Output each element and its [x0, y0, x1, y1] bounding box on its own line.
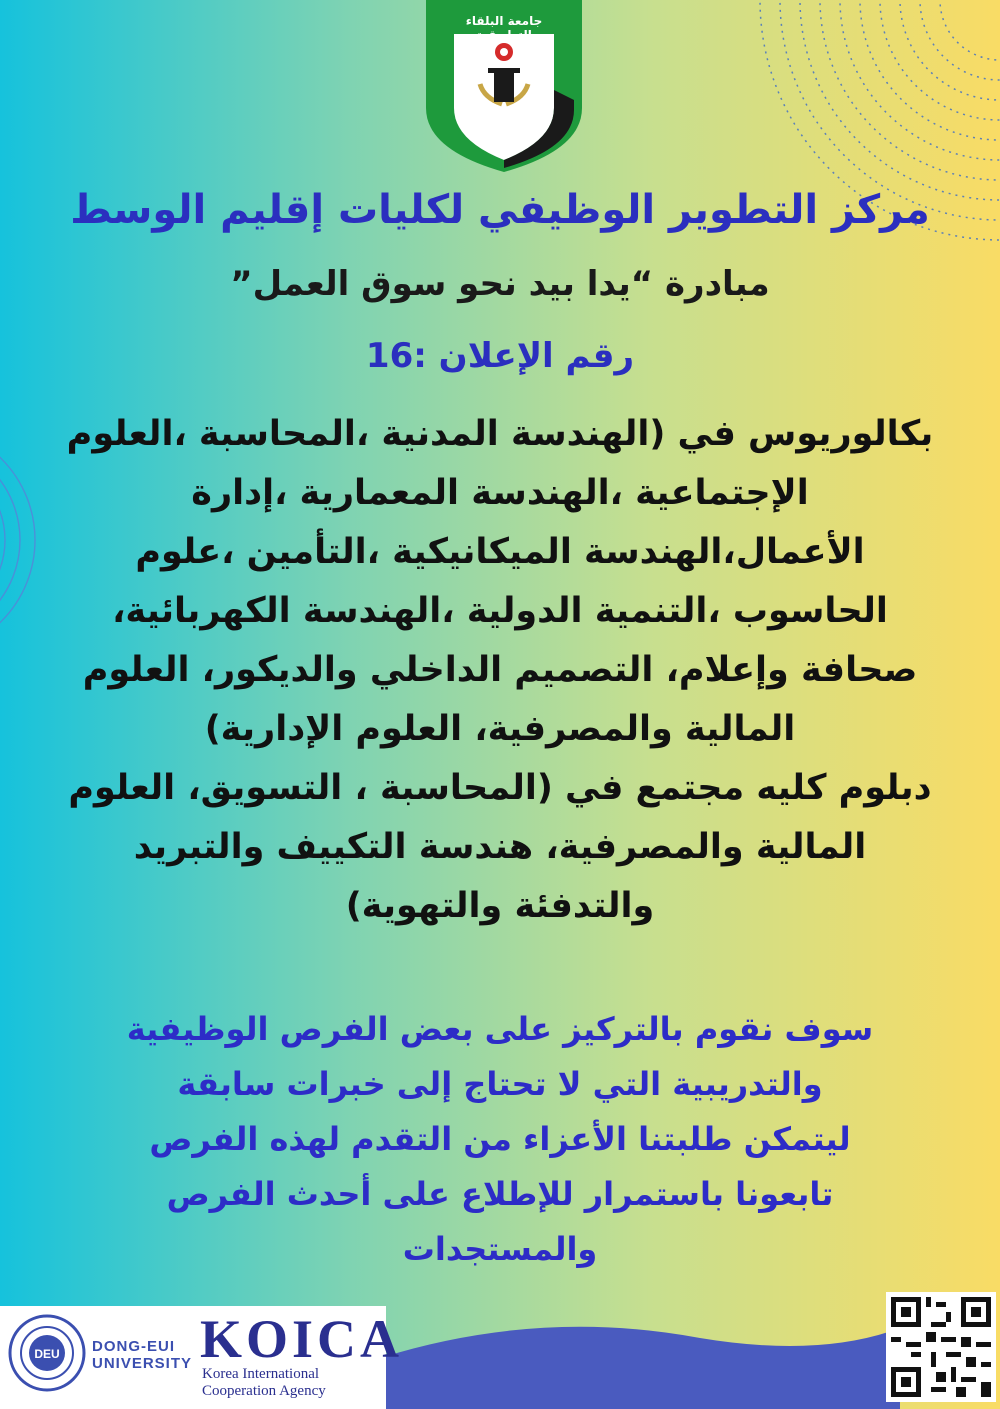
deu-seal-text: DEU — [34, 1347, 60, 1361]
qr-code[interactable] — [886, 1292, 996, 1402]
majors-line: دبلوم كليه مجتمع في (المحاسبة ، التسويق، العلوم — [68, 768, 932, 808]
majors-line: بكالوريوس في (الهندسة المدنية ،المحاسبة ،العلوم — [66, 414, 934, 454]
note-line: تابعونا باستمرار للإطلاع على أحدث الفرص — [166, 1175, 834, 1213]
majors-line: المالية والمصرفية، العلوم الإدارية) — [204, 709, 796, 749]
koica-line: Korea International — [202, 1366, 320, 1382]
qr-code-icon — [886, 1292, 996, 1402]
announcement-note — [30, 1002, 970, 1277]
university-name: جامعة البلقاء التطبيقية — [465, 14, 543, 42]
partner-logos — [0, 1306, 404, 1409]
majors-line: والتدفئة والتهوية) — [345, 886, 655, 926]
dong-eui-line: DONG-EUI — [92, 1338, 175, 1355]
ad-number: رقم الإعلان :16 — [365, 336, 635, 376]
majors-line: الحاسوب ،التنمية الدولية ،الهندسة الكهربائية، — [112, 591, 888, 631]
initiative-title: مبادرة “يدا بيد نحو سوق العمل” — [230, 264, 770, 304]
dong-eui-seal-icon — [8, 1314, 86, 1392]
note-line: والمستجدات — [402, 1230, 598, 1268]
note-line: ليتمكن طلبتنا الأعزاء من التقدم لهذه الفرص — [149, 1120, 851, 1158]
career-center-logo — [424, 0, 584, 172]
majors-line: الأعمال،الهندسة الميكانيكية ،التأمين ،علوم — [135, 532, 865, 572]
majors-line: صحافة وإعلام، التصميم الداخلي والديكور، العلوم — [82, 650, 918, 690]
majors-line: الإجتماعية ،الهندسة المعمارية ،إدارة — [191, 473, 809, 513]
koica-tagline — [202, 1366, 326, 1400]
page-title: مركز التطوير الوظيفي لكليات إقليم الوسط — [70, 187, 930, 233]
koica-logo: KOICA — [200, 1309, 404, 1369]
dong-eui-name — [92, 1338, 192, 1372]
note-line: والتدريبية التي لا تحتاج إلى خبرات سابقة — [177, 1065, 823, 1103]
majors-line: المالية والمصرفية، هندسة التكييف والتبريد — [133, 827, 867, 867]
koica-line: Cooperation Agency — [202, 1383, 326, 1399]
note-line: سوف نقوم بالتركيز على بعض الفرص الوظيفية — [126, 1010, 874, 1048]
university-line: UNIVERSITY — [92, 1355, 193, 1372]
bottom-wave-band — [380, 1318, 900, 1409]
majors-list — [40, 405, 960, 936]
